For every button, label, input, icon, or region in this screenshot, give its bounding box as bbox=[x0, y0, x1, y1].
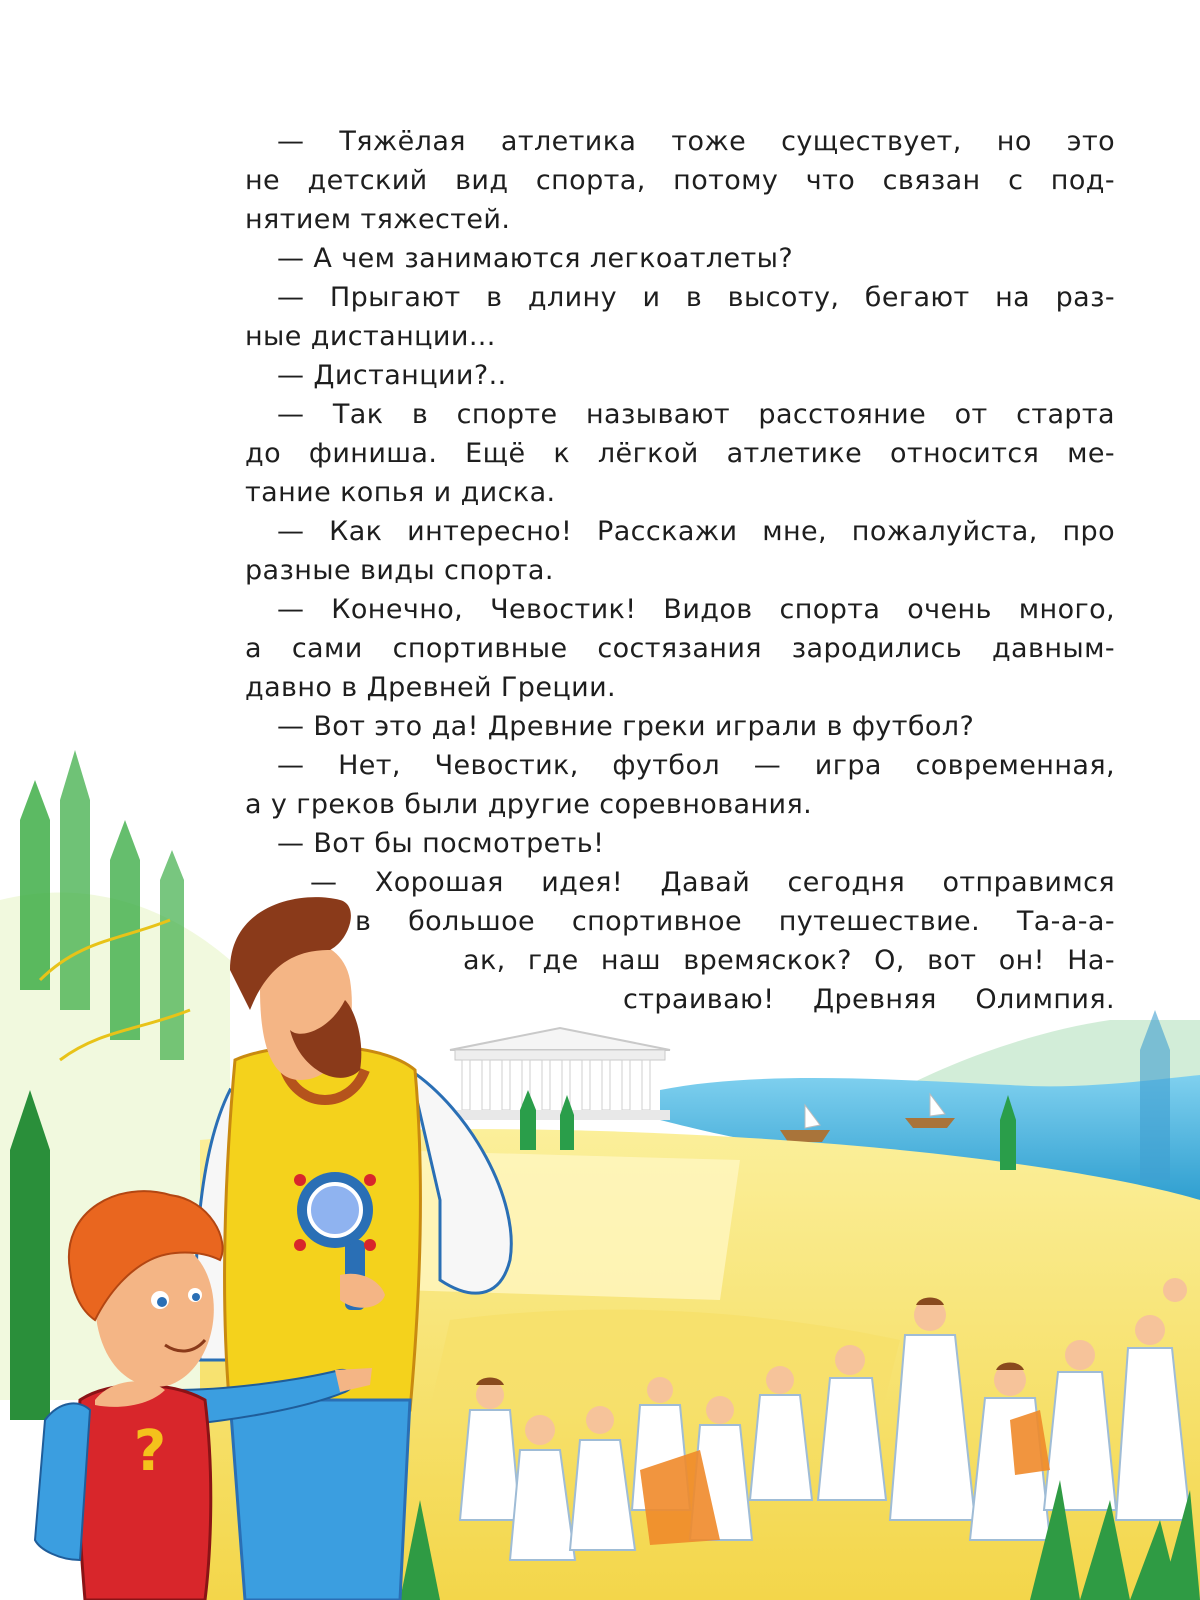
text-line: — Хорошая идея! Давай сегодня отправимся bbox=[310, 867, 1115, 898]
chevostik-sleeve bbox=[35, 1403, 90, 1560]
text-line: тание копья и диска. bbox=[245, 477, 556, 508]
text-line: нятием тяжестей. bbox=[245, 204, 511, 235]
text-line: до финиша. Ещё к лёгкой атлетике относится ме- bbox=[245, 438, 1115, 469]
story-text bbox=[245, 122, 1115, 1019]
text-line: в большое спортивное путешествие. Та-а-а- bbox=[355, 906, 1115, 937]
text-line: а сами спортивные состязания зародились давным- bbox=[245, 633, 1115, 664]
text-line: — Конечно, Чевостик! Видов спорта очень много, bbox=[277, 594, 1115, 625]
text-line: — Вот бы посмотреть! bbox=[277, 828, 605, 859]
svg-text:?: ? bbox=[133, 1419, 167, 1484]
text-line: а у греков были другие соревнования. bbox=[245, 789, 813, 820]
text-line: — А чем занимаются легкоатлеты? bbox=[277, 243, 794, 274]
text-line: не детский вид спорта, потому что связан с под- bbox=[245, 165, 1115, 196]
text-line: страиваю! Древняя Олимпия. bbox=[623, 984, 1115, 1015]
text-line: — Дистанции?.. bbox=[277, 360, 507, 391]
text-line: разные виды спорта. bbox=[245, 555, 554, 586]
text-line: ак, где наш времяскок? О, вот он! На- bbox=[463, 945, 1115, 976]
text-line: — Так в спорте называют расстояние от старта bbox=[277, 399, 1115, 430]
text-line: — Нет, Чевостик, футбол — игра современная, bbox=[277, 750, 1115, 781]
uncle-pants bbox=[230, 1400, 410, 1600]
chevostik-shirt bbox=[78, 1385, 211, 1600]
text-line: — Тяжёлая атлетика тоже существует, но это bbox=[277, 126, 1115, 157]
text-line: ные дистанции... bbox=[245, 321, 496, 352]
temple-icon bbox=[450, 1028, 670, 1120]
text-line: давно в Древней Греции. bbox=[245, 672, 616, 703]
text-line: — Прыгают в длину и в высоту, бегают на раз- bbox=[277, 282, 1115, 313]
text-line: — Как интересно! Расскажи мне, пожалуйста, про bbox=[277, 516, 1115, 547]
text-line: — Вот это да! Древние греки играли в футбол? bbox=[277, 711, 975, 742]
